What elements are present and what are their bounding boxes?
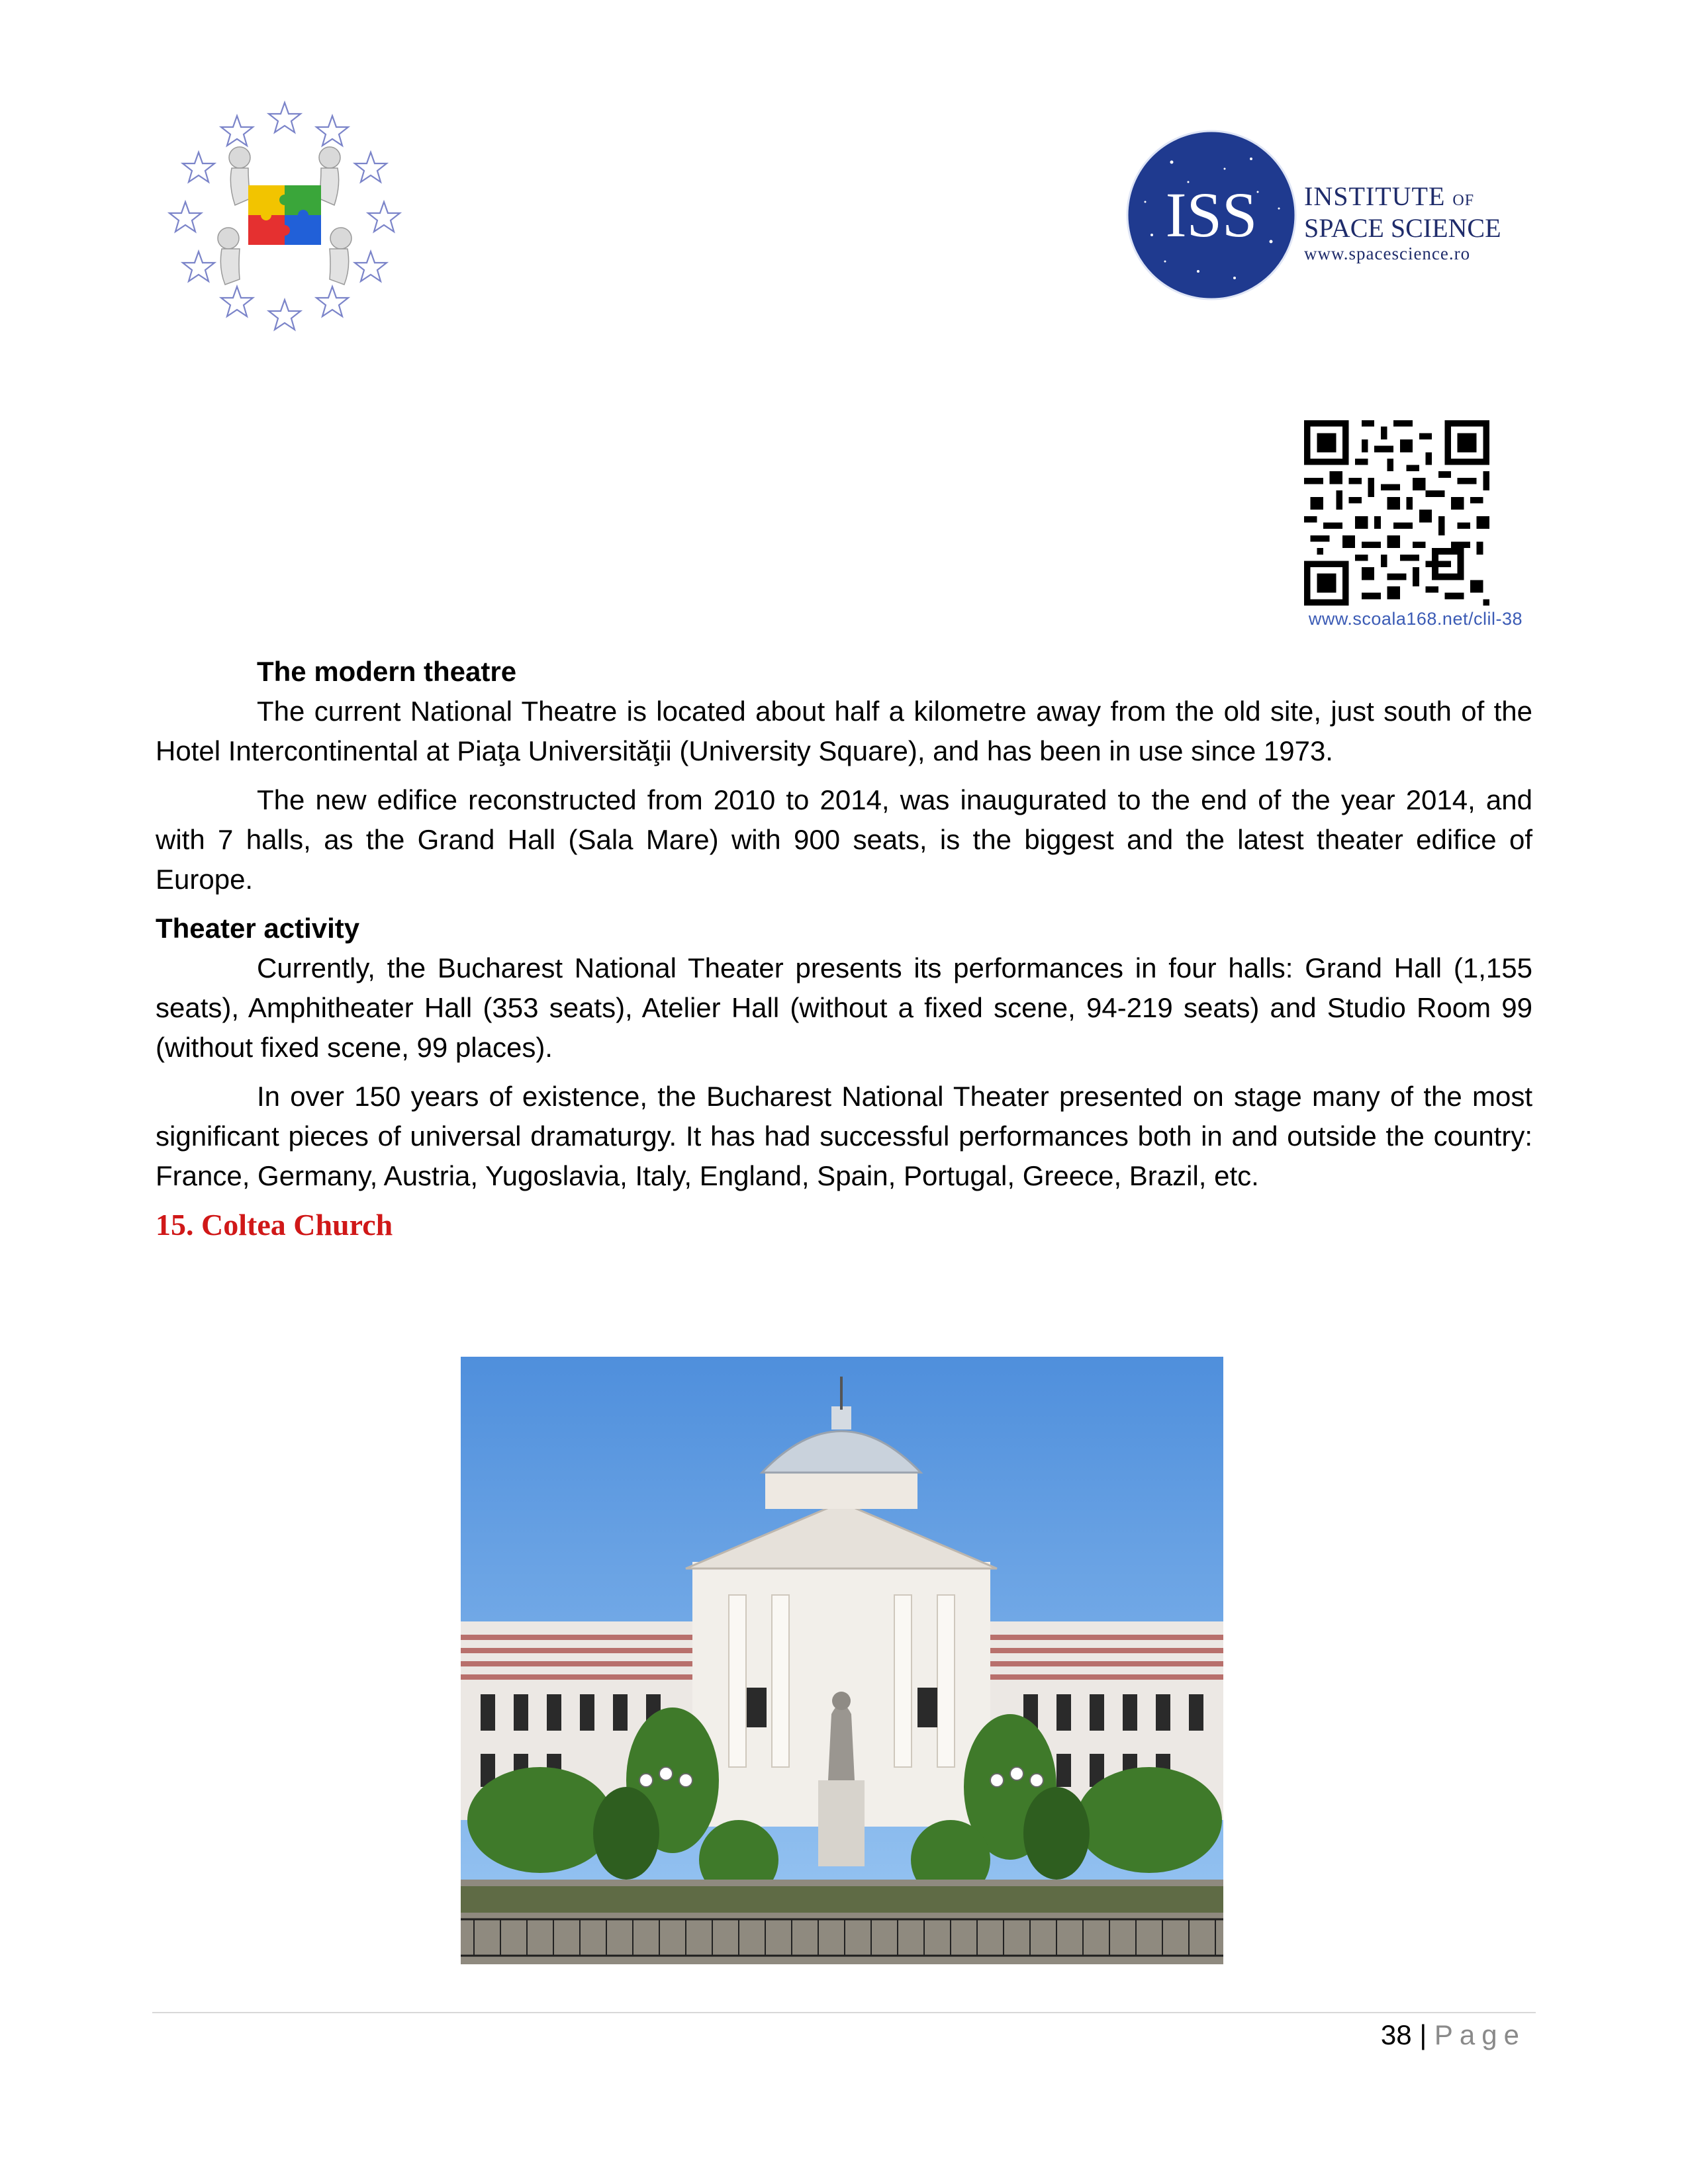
iss-line1: INSTITUTE [1304, 181, 1446, 211]
paragraph-halls: Currently, the Bucharest National Theater presents its performances in four halls: Grand Hall (1,155 seats), Amphitheater Hall (353 seats), Atelier Hall (without a fixed scene, 94-219 seats) and Studio Room 99 (without fixed scene, 99 places). [156, 952, 1532, 1063]
page-number: 38 [1380, 2019, 1412, 2050]
puzzle-icon [248, 185, 321, 245]
footer-divider [152, 2012, 1536, 2013]
coltea-photo [461, 1357, 1223, 1964]
iss-website: www.spacescience.ro [1304, 244, 1471, 263]
svg-text:ISS: ISS [1165, 179, 1258, 250]
qr-url[interactable]: www.scoala168.net/clil-38 [1308, 609, 1523, 629]
iss-line2: SPACE SCIENCE [1304, 213, 1501, 243]
heading-theater-activity: Theater activity [156, 913, 360, 944]
section-title-coltea: 15. Coltea Church [156, 1208, 393, 1242]
iss-emblem-icon [1125, 129, 1297, 301]
page-label: Page [1434, 2019, 1526, 2050]
paragraph-new-edifice: The new edifice reconstructed from 2010 to 2014, was inaugurated to the end of the year 2014, and with 7 halls, as the Grand Hall (Sala Mare) with 900 seats, is the biggest and the latest theater edifice of Europe. [156, 784, 1532, 895]
paragraph-history: In over 150 years of existence, the Bucharest National Theater presented on stage many of the most significant pieces of universal dramaturgy. It has had successful performances both in and outside the country: France, Germany, Austria, Yugoslavia, Italy, England, Spain, Portugal, Greece, Brazil, etc. [156, 1081, 1532, 1191]
project-logo [165, 99, 404, 338]
iss-line1-suffix: OF [1452, 192, 1475, 209]
qr-code-icon [1304, 420, 1489, 606]
paragraph-current-theatre: The current National Theatre is located about half a kilometre away from the old site, just south of the Hotel Intercontinental at Piaţa Universităţii (University Square), and has been in use since 1973. [156, 696, 1532, 766]
heading-modern-theatre: The modern theatre [257, 656, 517, 687]
iss-logo [1125, 129, 1536, 301]
document-body [156, 652, 1532, 1246]
footer-separator: | [1419, 2019, 1427, 2050]
page-footer [1192, 2015, 1526, 2055]
